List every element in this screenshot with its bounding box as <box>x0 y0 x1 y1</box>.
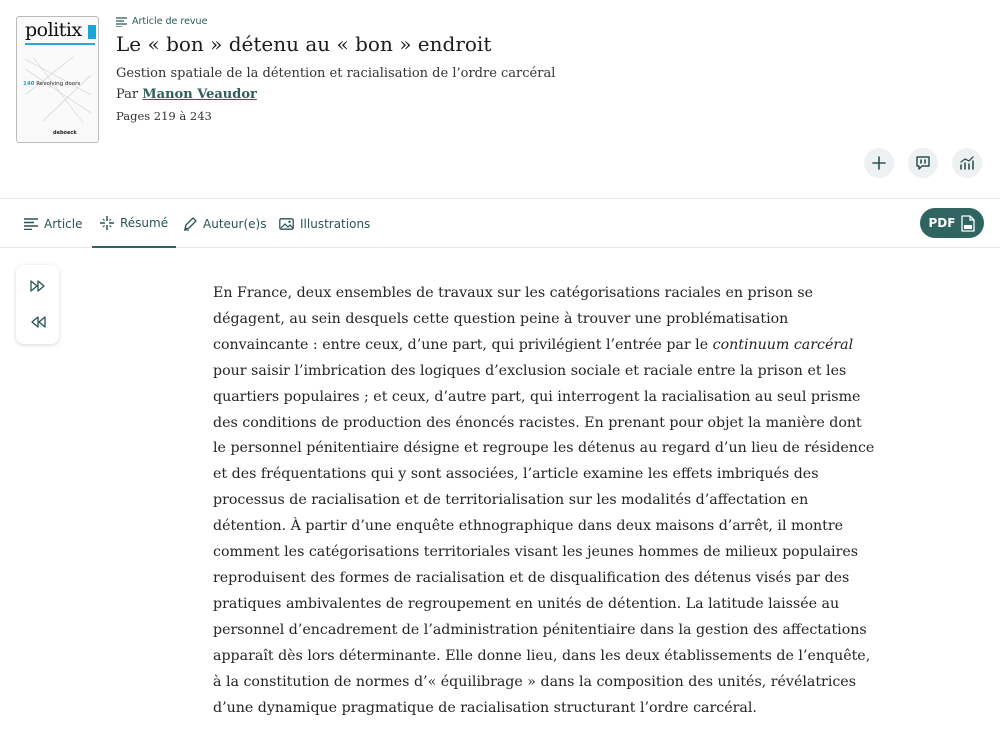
abstract-line: le personnel pénitentiaire désigne et regroupe les détenus au regard d’un lieu de résidence <box>213 440 875 457</box>
metrics-button[interactable] <box>952 148 982 178</box>
abstract-line: processus de racialisation et de territorialisation sur les modalités d’affectation en <box>213 492 809 509</box>
cover-rule <box>25 43 95 45</box>
document-lines-icon <box>116 17 127 27</box>
tab-resume[interactable] <box>92 199 176 248</box>
byline-prefix: Par <box>116 87 139 102</box>
abstract-line: convaincante : entre ceux, d’une part, qui privilégient l’entrée par le continuum carcéral <box>213 336 854 353</box>
journal-cover[interactable] <box>16 16 99 143</box>
abstract-line: dégagent, au sein desquels cette question peine à trouver une problématisation <box>213 310 789 327</box>
abstract-text <box>213 281 875 721</box>
previous-section-button[interactable] <box>27 311 49 333</box>
emphasis: continuum carcéral <box>712 336 854 353</box>
sparkle-icon <box>100 216 114 230</box>
abstract-line: détention. À partir d’une enquête ethnographique dans deux maisons d’arrêt, il montre <box>213 518 844 535</box>
section-navigator <box>16 265 59 344</box>
doc-type-label: Article de revue <box>132 16 208 27</box>
lines-icon <box>24 218 38 230</box>
pdf-download-button[interactable] <box>920 208 984 238</box>
cover-issue: 140 Revolving doors <box>23 81 81 87</box>
tab-bar <box>0 198 1000 248</box>
cover-accent-bar <box>88 25 96 39</box>
abstract-line: quartiers populaires ; et ceux, d’autre part, qui interrogent la racialisation au seul prisme <box>213 388 861 405</box>
quote-icon <box>915 155 931 171</box>
page-range: Pages 219 à 243 <box>116 109 212 123</box>
abstract-line: reproduisent des formes de racialisation et de disqualification des détenus visés par des <box>213 569 850 586</box>
rewind-icon <box>30 316 46 328</box>
tab-illustrations[interactable] <box>279 199 370 248</box>
author-link[interactable]: Manon Veaudor <box>142 87 257 102</box>
tab-article-label: Article <box>44 216 83 231</box>
abstract-line: personnel d’encadrement de l’administration pénitentiaire dans la gestion des affectations <box>213 621 867 638</box>
pdf-file-icon <box>961 215 975 232</box>
abstract-line: apparaît dès lors déterminante. Elle donne lieu, dans les deux établissements de l’enquête, <box>213 647 871 664</box>
abstract-line: à la constitution de normes d’« équilibrage » dans la composition des unités, révélatrices <box>213 673 856 690</box>
tab-illustrations-label: Illustrations <box>300 216 371 231</box>
pen-icon <box>183 217 197 231</box>
stats-icon <box>959 155 975 171</box>
tab-authors[interactable] <box>183 199 266 248</box>
next-section-button[interactable] <box>27 275 49 297</box>
abstract-line: pratiques ambivalentes de regroupement en unités de détention. La latitude laissée au <box>213 595 840 612</box>
tab-resume-label: Résumé <box>120 215 169 230</box>
cover-publisher: deboeck <box>53 130 77 136</box>
abstract-line: comment les catégorisations territoriales visant les jeunes hommes de milieux populaires <box>213 544 859 561</box>
article-subtitle: Gestion spatiale de la détention et racialisation de l’ordre carcéral <box>116 66 556 81</box>
abstract-line: et des fréquentations qui y sont associées, l’article examine les effets imbriqués des <box>213 466 819 483</box>
tab-authors-label: Auteur(e)s <box>203 216 267 231</box>
doc-type <box>116 16 207 27</box>
byline <box>116 87 257 102</box>
pdf-label: PDF <box>928 216 956 230</box>
tab-article[interactable] <box>24 199 83 248</box>
abstract-line: des conditions de production des énoncés racistes. En prenant pour objet la manière dont <box>213 414 862 431</box>
journal-logo: politix <box>25 19 82 41</box>
abstract-line: En France, deux ensembles de travaux sur les catégorisations raciales en prison se <box>213 285 814 301</box>
cite-button[interactable] <box>908 148 938 178</box>
plus-icon <box>872 156 886 170</box>
abstract-line: d’une dynamique pragmatique de racialisation structurant l’ordre carcéral. <box>213 699 757 716</box>
abstract-line: pour saisir l’imbrication des logiques d’exclusion sociale et raciale entre la prison et les <box>213 362 847 379</box>
fast-forward-icon <box>30 280 46 292</box>
image-icon <box>279 218 294 230</box>
cover-graphic <box>23 55 93 125</box>
article-title: Le « bon » détenu au « bon » endroit <box>116 32 492 56</box>
add-button[interactable] <box>864 148 894 178</box>
